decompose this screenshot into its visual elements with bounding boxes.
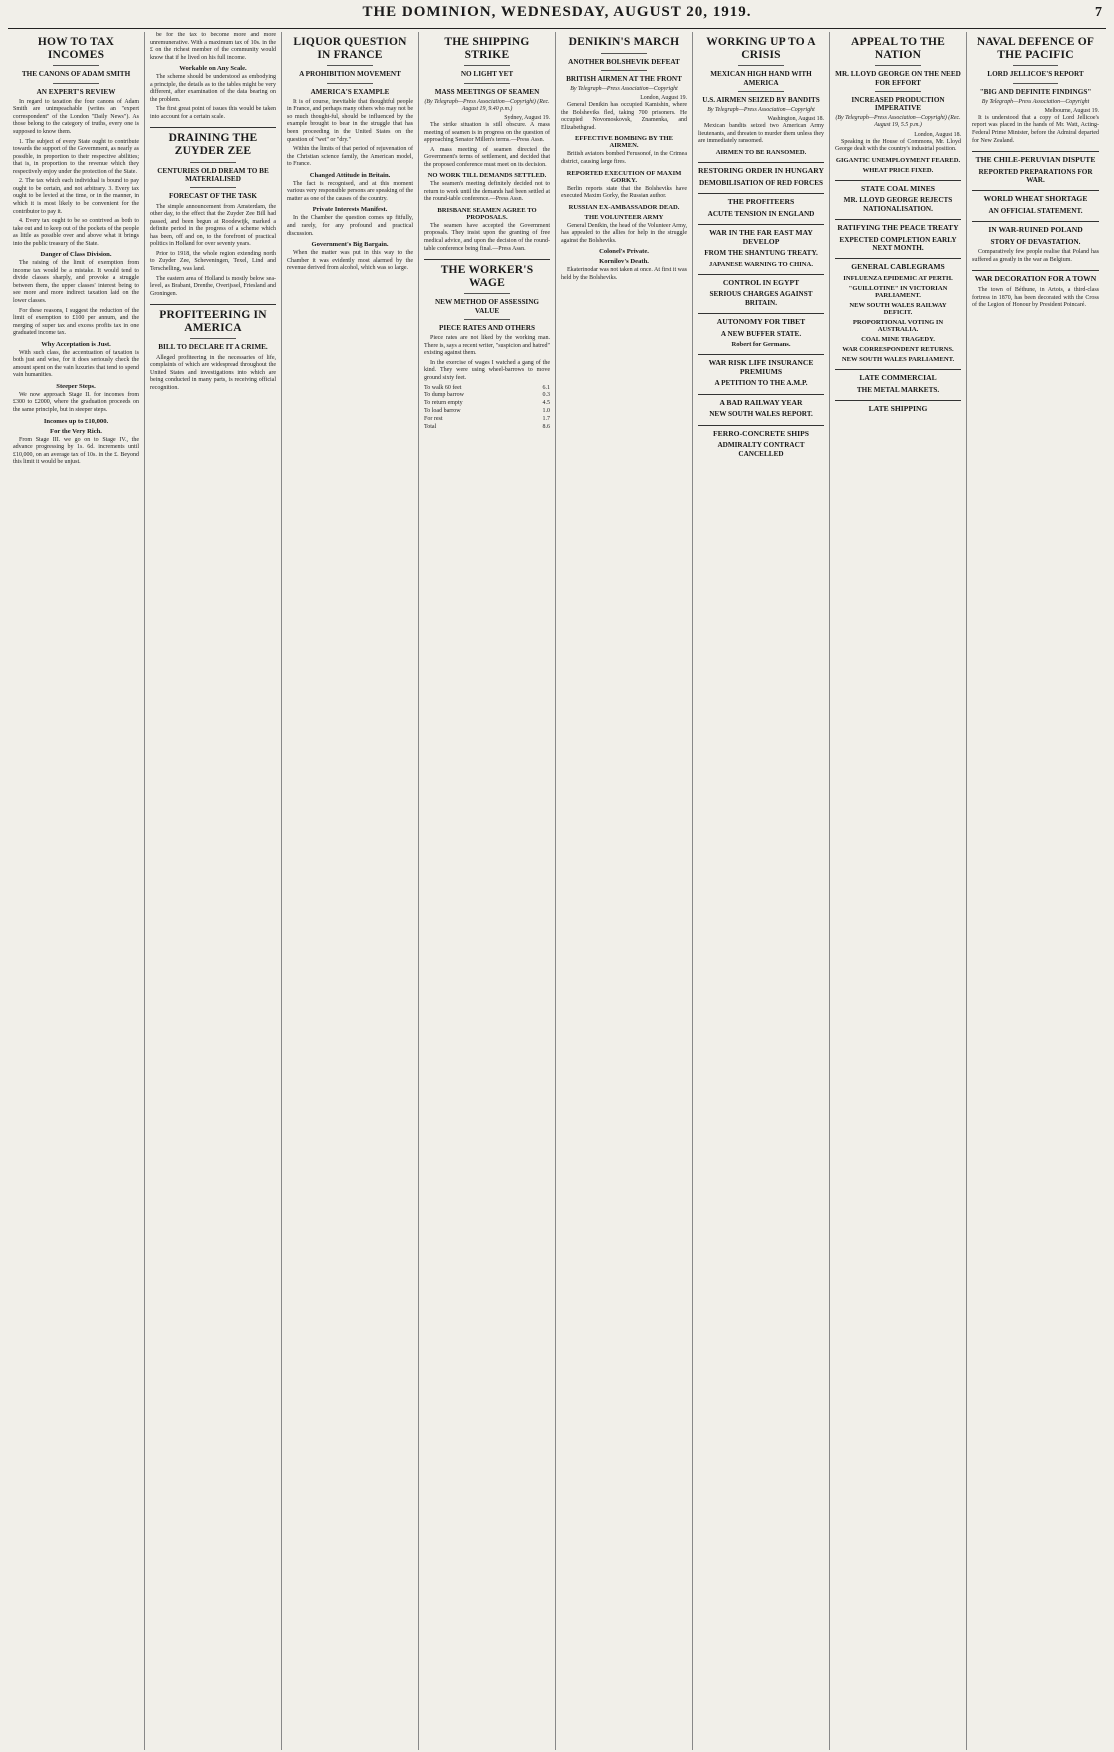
masthead-title: THE DOMINION, WEDNESDAY, AUGUST 20, 1919. <box>362 4 752 20</box>
article-paragraph: Comparatively few people realise that Poland has suffered as greatly in the war as Belgium. <box>972 249 1099 263</box>
subheadline: EXPECTED COMPLETION EARLY NEXT MONTH. <box>839 235 957 252</box>
article-paragraph: It is understood that a copy of Lord Jellicoe's report was placed in the hands of Mr. Watt, Acting-Federal Prime Minister, before the Admiral departed for New Zealand. <box>972 114 1099 144</box>
article-paragraph: The seamen have accepted the Government proposals. They insist upon the granting of free medical advice, and upon the decision of the round-table conference being final.—Press Assn. <box>424 222 550 252</box>
column-6 <box>693 32 830 1750</box>
time-table <box>424 385 550 432</box>
article-paragraph: The eastern area of Holland is mostly below sea-level, as Brabant, Drenthe, Overijssel, Friesland and Groningen. <box>150 275 276 297</box>
article-divider <box>835 258 961 259</box>
article-divider <box>835 219 961 220</box>
section-heading: GIGANTIC UNEMPLOYMENT FEARED. <box>835 156 961 164</box>
section-heading: Government's Big Bargain. <box>311 241 389 249</box>
article-divider <box>698 313 824 314</box>
article-paragraph: In the exercise of wages I watched a gang of the kind. They were using wheel-barrows to move ground sixty feet. <box>424 359 550 381</box>
subheadline: MR. LLOYD GEORGE REJECTS NATIONALISATION. <box>843 196 953 213</box>
subheadline: AMERICA'S EXAMPLE <box>310 87 390 96</box>
section-heading: REPORTED EXECUTION OF MAXIM GORKY. <box>566 169 682 184</box>
subheadline: ACUTE TENSION IN ENGLAND <box>707 209 815 218</box>
article-paragraph: The simple announcement from Amsterdam, the other day, to the effect that the Zuyder Zee Bill had passed, and been begun at Roodewijk, marked a definite period in the progress of a scheme which has been, off and on, to the forefront of practical politics in Holland for over seventy years. <box>150 203 276 248</box>
article-paragraph: A mass meeting of seamen directed the Government's terms of settlement, and decided that the proposed conference must meet on its decision. <box>424 146 550 168</box>
section-heading: Danger of Class Division. <box>40 251 112 259</box>
column-2 <box>145 32 282 1750</box>
article-paragraph: In regard to taxation the four canons of Adam Smith are unimpeachable (writes an "expert correspondent" of the London "Daily News"). As those belong to the category of truths, every one is supposed to know them. <box>13 98 139 136</box>
section-heading: RUSSIAN EX-AMBASSADOR DEAD. <box>568 203 680 211</box>
section-heading: JAPANESE WARNING TO CHINA. <box>709 260 813 268</box>
article-paragraph: With such class, the accentuation of taxation is both just and wise, for it does seriously check the amount spent on the vain luxuries that tend to spend vain humanities. <box>13 349 139 379</box>
column-5 <box>556 32 693 1750</box>
byline: (By Telegraph—Press Association—Copyright) (Rec. August 19, 5.5 p.m.) <box>835 115 961 129</box>
article-paragraph: When the matter was put in this way to the Chamber it was evidently most alarmed by the revenue derived from alcohol, which was so large. <box>287 250 413 272</box>
section-heading: WAR CORRESPONDENT RETURNS. <box>842 345 954 353</box>
byline: By Telegraph—Press Association—Copyright <box>570 86 678 93</box>
article-divider <box>698 354 824 355</box>
subheadline: FROM THE SHANTUNG TREATY. <box>704 249 818 258</box>
section-heading: PROPORTIONAL VOTING IN AUSTRALIA. <box>852 318 944 333</box>
section-heading: EFFECTIVE BOMBING BY THE AIRMEN. <box>574 135 673 150</box>
article-divider <box>835 369 961 370</box>
headline: WAR RISK LIFE INSURANCE PREMIUMS <box>708 357 814 376</box>
article-divider <box>972 151 1099 152</box>
rule <box>738 91 783 92</box>
section-heading: NEW SOUTH WALES PARLIAMENT. <box>841 355 955 363</box>
article-paragraph: The raising of the limit of exemption from income tax would be a mistake. It would tend to divide classes sharply, and provoke a struggle between them, the upper classes' interest being to see more and more indirect taxation laid on the lower classes. <box>13 260 139 304</box>
article-paragraph: General Denikin, the head of the Volunteer Army, has appealed to the allies for help in the struggle against the Bolsheviks. <box>561 222 687 244</box>
subheadline: THE METAL MARKETS. <box>856 385 940 394</box>
subheadline: REPORTED PREPARATIONS FOR WAR. <box>978 167 1093 185</box>
section-heading: Colonel's Private. <box>599 248 649 256</box>
section-heading: Steeper Steps. <box>56 382 96 390</box>
article-paragraph: be for the tax to become more and more unremunerative. With a maximum tax of 10s. in the £ on the richest member of the community would know that if he lived on his full income. <box>150 32 276 61</box>
section-heading: Private Interests Manifest. <box>312 206 388 214</box>
article-paragraph: In the Chamber the question comes up fitfully, and rarely, for any profound and practical discussion. <box>287 215 413 237</box>
subheadline: A PROHIBITION MOVEMENT <box>299 70 401 79</box>
article-paragraph: The strike situation is still obscure. A mass meeting of seamen is in progress on the question of approaching Senator Millen's terms.—Press Assn. <box>424 122 550 144</box>
dateline: Sydney, August 19. <box>504 115 550 121</box>
list-item: To return empty 4.5 <box>424 400 550 407</box>
headline: LATE SHIPPING <box>868 403 928 413</box>
article-divider <box>698 274 824 275</box>
article-paragraph: We now approach Stage II. for incomes from £300 to £2000, where the graduation proceeds on the same principle, but in steeper steps. <box>13 391 139 413</box>
subheadline: BILL TO DECLARE IT A CRIME. <box>158 343 268 352</box>
headline: THE CHILE-PERUVIAN DISPUTE <box>975 155 1096 165</box>
rule <box>327 65 372 66</box>
list-item: To walk 60 feet 6.1 <box>424 384 550 391</box>
subheadline: "BIG AND DEFINITE FINDINGS" <box>979 87 1092 96</box>
subheadline: A NEW BUFFER STATE. <box>720 329 802 338</box>
dateline: London, August 19. <box>640 95 687 102</box>
headline: AUTONOMY FOR TIBET <box>716 316 806 326</box>
article-paragraph: Piece rates are not liked by the working man. There is, says a recent writer, "suspicion and hatred" existing against them. <box>424 335 550 357</box>
headline: LATE COMMERCIAL <box>859 372 937 382</box>
column-8 <box>967 32 1104 1750</box>
column-1 <box>8 32 145 1750</box>
subheadline: U.S. AIRMEN SEIZED BY BANDITS <box>702 95 820 104</box>
headline: THE PROFITEERS <box>727 196 795 206</box>
dateline: Melbourne, August 19. <box>1044 107 1099 114</box>
article-paragraph: The town of Béthune, in Artois, a third-class fortress in 1870, has been decorated with the Cross of the Legion of Honour by President Poincaré. <box>972 287 1099 309</box>
subheadline: DEMOBILISATION OF RED FORCES <box>698 178 823 187</box>
article-divider <box>424 259 550 260</box>
headline: WORKING UP TO A CRISIS <box>706 36 816 61</box>
rule <box>190 338 235 339</box>
article-divider <box>835 180 961 181</box>
section-heading: "GUILLOTINE" IN VICTORIAN PARLIAMENT. <box>848 284 948 299</box>
article-divider <box>698 162 824 163</box>
section-heading: INFLUENZA EPIDEMIC AT PERTH. <box>843 274 953 282</box>
subheadline: AN EXPERT'S REVIEW <box>36 87 116 96</box>
subheadline: ANOTHER BOLSHEVIK DEFEAT <box>568 57 680 66</box>
section-heading: Robert for Germans. <box>731 340 791 348</box>
headline: PROFITEERING IN AMERICA <box>159 309 267 334</box>
article-paragraph: Prior to 1918, the whole region extending north to Zuyder Zee, Scheveningen, Texel, Lind and Terschelling, was land. <box>150 250 276 272</box>
section-heading: Workable on Any Scale. <box>179 65 247 73</box>
article-paragraph: Ekaterinodar was not taken at once. At first it was held by the Bolsheviks. <box>561 267 687 281</box>
article-paragraph: It is of course, inevitable that thoughtful people in France, and perhaps many others who may not be so much thought-ful, should be influenced by the example brought to bear in the struggle that has been proceeding in the United States on the question of "wet" or "dry." <box>287 98 413 143</box>
article-divider <box>972 221 1099 222</box>
headline: THE SHIPPING STRIKE <box>444 36 530 61</box>
section-heading: AIRMEN TO BE RANSOMED. <box>715 148 807 156</box>
rule <box>190 162 235 163</box>
article-paragraph: Berlin reports state that the Bolsheviks have executed Maxim Gorky, the Russian author. <box>561 185 687 200</box>
subheadline: NEW METHOD OF ASSESSING VALUE <box>434 298 540 315</box>
list-item: To dump barrow 0.3 <box>424 392 550 399</box>
article-divider <box>698 224 824 225</box>
headline: WAR DECORATION FOR A TOWN <box>974 274 1097 284</box>
article-divider <box>150 304 276 305</box>
headline: HOW TO TAX INCOMES <box>37 36 115 61</box>
subheadline: AN OFFICIAL STATEMENT. <box>988 207 1083 216</box>
subheadline: MR. LLOYD GEORGE ON THE NEED FOR EFFORT <box>835 70 961 87</box>
article-divider <box>835 400 961 401</box>
headline: DRAINING THE ZUYDER ZEE <box>168 132 258 158</box>
rule <box>190 187 235 188</box>
byline: (By Telegraph—Press Association—Copyright) (Rec. August 19, 9.40 p.m.) <box>424 98 550 112</box>
article-paragraph: The seamen's meeting definitely decided not to return to work until the demands had been settled at the round-table conference.—Press Assn. <box>424 181 550 203</box>
rule <box>601 70 646 71</box>
subheadline: ADMIRALTY CONTRACT CANCELLED <box>717 441 805 458</box>
article-paragraph: 4. Every tax ought to be so contrived as both to take out and to keep out of the pockets of the people as little as possible over and above what it brings into the public treasury of the State. <box>13 218 139 247</box>
headline: GENERAL CABLEGRAMS <box>851 262 945 272</box>
column-4 <box>419 32 556 1750</box>
subheadline: MEXICAN HIGH HAND WITH AMERICA <box>710 70 812 87</box>
article-paragraph: 1. The subject of every State ought to contribute towards the support of the Government, as nearly as possible, in proportion to their respective abilities; that is, in proportion to the revenue which they respectively enjoy under the protection of the State. <box>13 138 139 175</box>
section-heading: For the Very Rich. <box>50 427 102 435</box>
section-heading: WHEAT PRICE FIXED. <box>862 166 934 174</box>
rule <box>875 91 920 92</box>
byline: By Telegraph—Press Association—Copyright <box>707 107 815 114</box>
section-heading: COAL MINE TRAGEDY. <box>861 335 935 343</box>
subheadline: NEW SOUTH WALES REPORT. <box>709 410 813 419</box>
dateline: London, August 18. <box>914 131 961 138</box>
article-paragraph: Alleged profiteering in the necessaries of life, complaints of which are widespread throughout the United States and investigations into which are being conducted in many parts, is receiving official recognition. <box>150 354 276 391</box>
article-paragraph: Speaking in the House of Commons, Mr. Lloyd George dealt with the country's industrial position. <box>835 138 961 153</box>
article-paragraph: From Stage III. we go on to Stage IV., the advance progressing by 1s. 6d. increments until £10,000, on an average tax of 10s. in the £. Beyond this limit it would be unjust. <box>13 436 139 466</box>
article-paragraph: Within the limits of that period of rejuvenation of the Christian science family, the American model, to France. <box>287 146 413 168</box>
article-paragraph: British aviators bombed Ferusonof, in the Crimea district, causing large fires. <box>561 151 687 166</box>
article-paragraph: General Denikin has occupied Kamishin, where the Bolsheviks fled, taking 700 prisoners. He occupied Novomoskovsk, Znamenka, and Elizabethgrad. <box>561 102 687 131</box>
article-divider <box>698 394 824 395</box>
page-number: 7 <box>1095 5 1102 20</box>
list-item: To load barrow 1.0 <box>424 407 550 414</box>
byline: By Telegraph—Press Association—Copyright <box>981 98 1090 105</box>
subheadline: PIECE RATES AND OTHERS <box>439 323 535 332</box>
subheadline: LORD JELLICOE'S REPORT <box>987 70 1084 79</box>
column-7 <box>830 32 967 1750</box>
headline: RESTORING ORDER IN HUNGARY <box>698 165 824 175</box>
subheadline: BRITISH AIRMEN AT THE FRONT <box>566 74 682 83</box>
article-divider <box>150 127 276 128</box>
rule <box>464 319 509 320</box>
rule <box>601 53 646 54</box>
headline: THE WORKER'S WAGE <box>440 264 534 289</box>
subheadline: FORECAST OF THE TASK <box>168 192 258 201</box>
article-paragraph: The first great point of issues this would be taken into account for a certain scale. <box>150 106 276 120</box>
subheadline: A PETITION TO THE A.M.P. <box>714 379 808 388</box>
article-divider <box>972 270 1099 271</box>
headline: APPEAL TO THE NATION <box>851 36 945 61</box>
article-paragraph: The fact is recognised, and at this moment various very responsible persons are speaking of the matter as one of the causes of the country. <box>287 180 413 202</box>
rule <box>464 65 509 66</box>
article-paragraph: Mexican bandits seized two American Army lieutenants, and threaten to murder them unless they are immediately ransomed. <box>698 123 824 145</box>
rule <box>53 83 98 84</box>
section-heading: Why Acceptation is Just. <box>41 340 111 348</box>
rule <box>464 293 509 294</box>
headline: NAVAL DEFENCE OF THE PACIFIC <box>976 36 1095 61</box>
subheadline: NO LIGHT YET <box>460 70 514 79</box>
rule <box>1013 65 1059 66</box>
headline: IN WAR-RUINED POLAND <box>988 225 1083 235</box>
section-heading: NO WORK TILL DEMANDS SETTLED. <box>427 172 547 180</box>
headline: FERRO-CONCRETE SHIPS <box>713 428 809 438</box>
masthead <box>8 4 1106 29</box>
article-paragraph: For these reasons, I suggest the reduction of the limit of exemption to £100 per annum, and the merging of super tax and excess profits tax in one graduated income tax. <box>13 307 139 337</box>
headline: A BAD RAILWAY YEAR <box>719 397 803 407</box>
section-heading: Changed Attitude in Britain. <box>309 171 391 179</box>
subheadline: MASS MEETINGS OF SEAMEN <box>434 87 540 96</box>
rule <box>53 65 98 66</box>
section-heading: Incomes up to £10,000. <box>43 417 109 425</box>
list-item: Total 8.6 <box>424 423 550 430</box>
subheadline: STORY OF DEVASTATION. <box>990 238 1081 247</box>
headline: WORLD WHEAT SHORTAGE <box>983 194 1088 204</box>
article-paragraph: The scheme should be understood as embodying a principle, the details as to the tables might be very different, after examination of the data bearing on the problem. <box>150 74 276 103</box>
section-heading: BRISBANE SEAMEN AGREE TO PROPOSALS. <box>437 206 537 221</box>
section-heading: NEW SOUTH WALES RAILWAY DEFICIT. <box>849 301 947 316</box>
headline: DENIKIN'S MARCH <box>568 36 680 48</box>
headline: LIQUOR QUESTION IN FRANCE <box>293 36 407 61</box>
rule <box>464 83 509 84</box>
headline: RATIFYING THE PEACE TREATY <box>837 222 959 232</box>
subheadline: THE CANONS OF ADAM SMITH <box>21 70 131 79</box>
article-divider <box>698 193 824 194</box>
subheadline: CENTURIES OLD DREAM TO BE MATERIALISED <box>157 166 269 184</box>
subheadline: INCREASED PRODUCTION IMPERATIVE <box>851 95 945 113</box>
article-divider <box>972 190 1099 191</box>
headline: STATE COAL MINES <box>861 183 935 193</box>
section-heading: THE VOLUNTEER ARMY <box>584 213 664 221</box>
headline: CONTROL IN EGYPT <box>722 277 800 287</box>
list-item: For rest 1.7 <box>424 415 550 422</box>
article-paragraph: 2. The tax which each individual is bound to pay ought to be certain, and not arbitrary. 3. Every tax ought to be levied at the time, or in the manner, in which it is most likely to be convenient for the contributor to pay it. <box>13 178 139 215</box>
columns <box>8 32 1106 1750</box>
rule <box>1013 83 1059 84</box>
subheadline: SERIOUS CHARGES AGAINST BRITAIN. <box>709 290 813 307</box>
section-heading: Kornilov's Death. <box>599 258 649 266</box>
article-divider <box>698 425 824 426</box>
rule <box>875 65 920 66</box>
rule <box>738 65 783 66</box>
rule <box>327 83 372 84</box>
headline: WAR IN THE FAR EAST MAY DEVELOP <box>709 227 813 246</box>
dateline: Washington, August 18. <box>767 116 824 123</box>
column-3 <box>282 32 419 1750</box>
